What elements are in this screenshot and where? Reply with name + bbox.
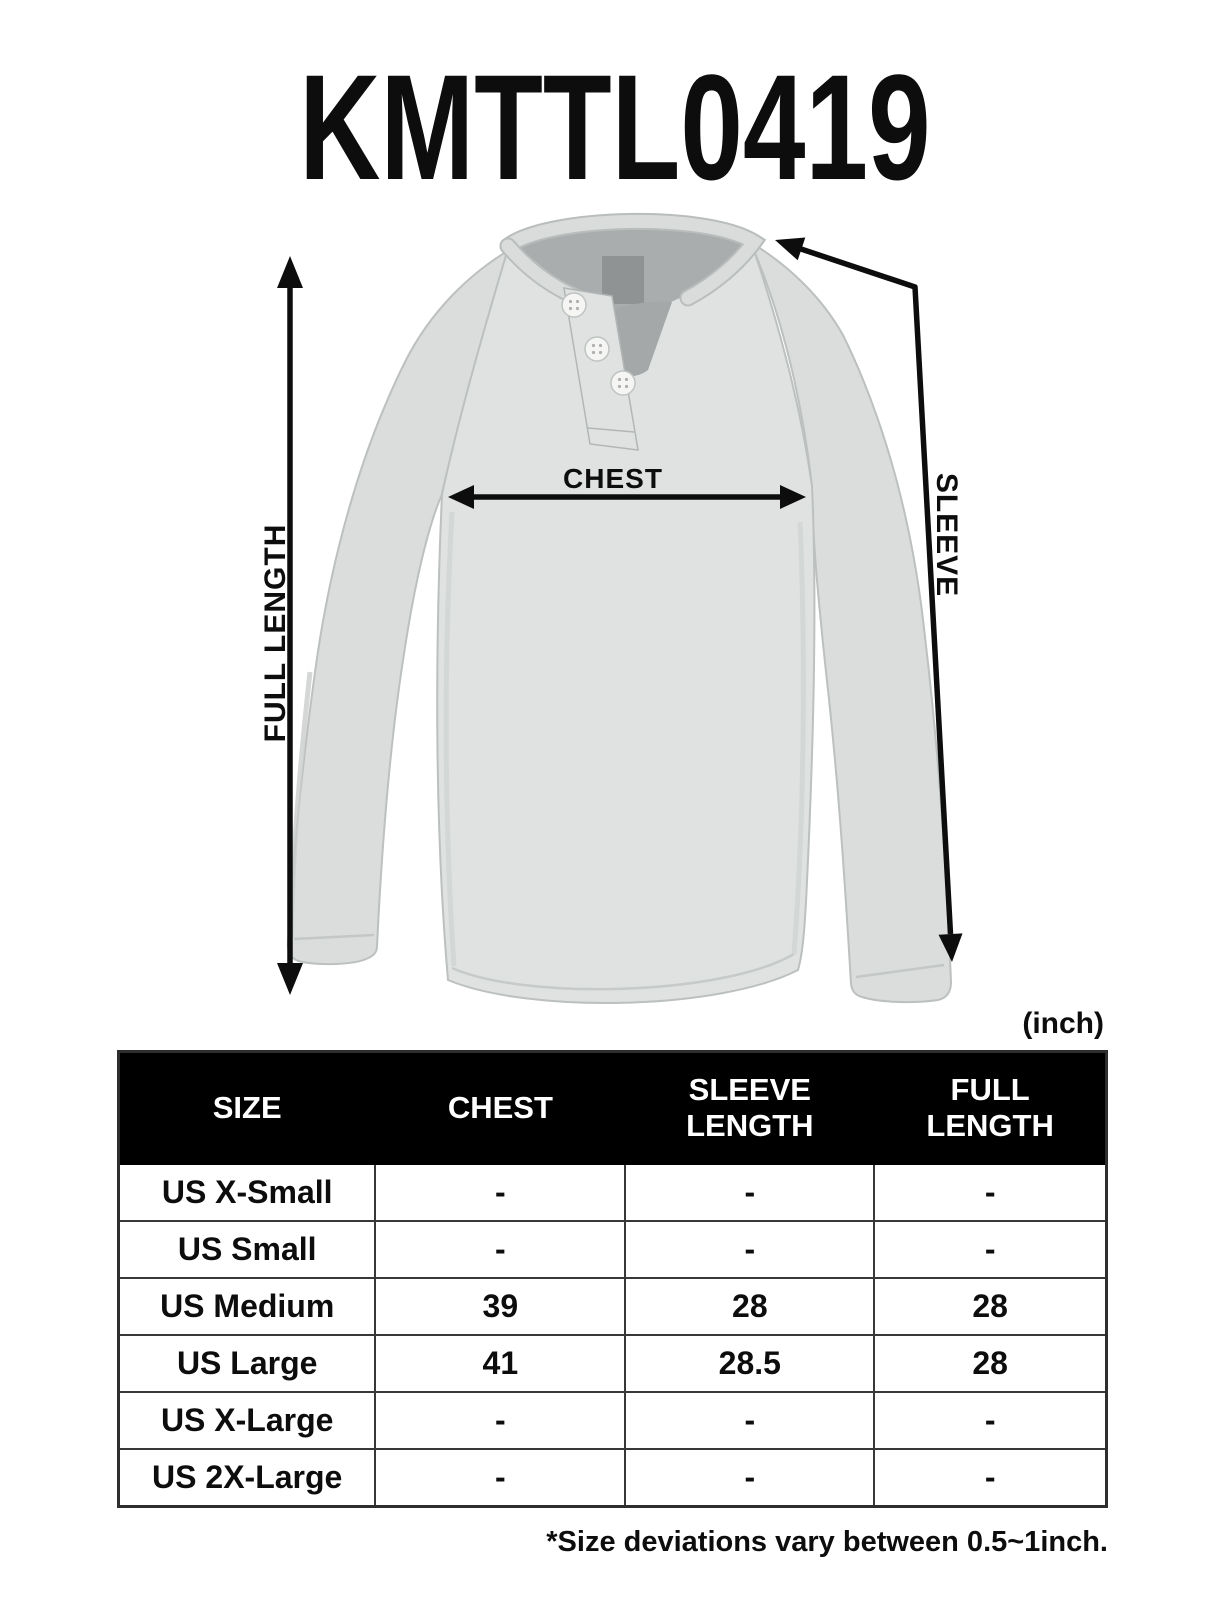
cell-size: US X-Small: [119, 1164, 376, 1221]
cell-sleeve-length: 28.5: [625, 1335, 874, 1392]
cell-full-length: -: [874, 1221, 1106, 1278]
cell-size: US 2X-Large: [119, 1449, 376, 1507]
col-header-full-length: FULL LENGTH: [874, 1052, 1106, 1165]
unit-label: (inch): [1022, 1007, 1104, 1040]
cell-sleeve-length: -: [625, 1221, 874, 1278]
col-header-size: SIZE: [119, 1052, 376, 1165]
shirt-diagram: [0, 202, 1230, 1022]
size-row-2xlarge: [119, 1449, 1107, 1507]
size-table: [117, 1050, 1108, 1508]
cell-full-length: -: [874, 1449, 1106, 1507]
col-header-sleeve-length: SLEEVE LENGTH: [625, 1052, 874, 1165]
button-2: [585, 337, 609, 361]
product-code: KMTTL0419: [299, 43, 931, 211]
size-table-header-row: [119, 1052, 1107, 1165]
cell-sleeve-length: -: [625, 1392, 874, 1449]
cell-full-length: -: [874, 1164, 1106, 1221]
cell-full-length: 28: [874, 1278, 1106, 1335]
size-row-small: [119, 1221, 1107, 1278]
footnote: *Size deviations vary between 0.5~1inch.: [546, 1526, 1108, 1558]
page-title: [0, 0, 1230, 211]
col-header-chest: CHEST: [375, 1052, 625, 1165]
size-row-xlarge: [119, 1392, 1107, 1449]
cell-chest: 41: [375, 1335, 625, 1392]
shirt-graphic: [288, 221, 951, 1003]
cell-chest: -: [375, 1449, 625, 1507]
full-length-label: FULL LENGTH: [259, 523, 292, 743]
cell-chest: 39: [375, 1278, 625, 1335]
measurement-figure: [0, 202, 1230, 1022]
cell-size: US Small: [119, 1221, 376, 1278]
cell-chest: -: [375, 1221, 625, 1278]
button-1: [562, 293, 586, 317]
cell-full-length: -: [874, 1392, 1106, 1449]
chest-label: CHEST: [563, 463, 663, 494]
size-row-xsmall: [119, 1164, 1107, 1221]
cell-chest: -: [375, 1164, 625, 1221]
button-3: [611, 371, 635, 395]
cell-sleeve-length: -: [625, 1164, 874, 1221]
cell-size: US Medium: [119, 1278, 376, 1335]
cell-chest: -: [375, 1392, 625, 1449]
sleeve-label: SLEEVE: [930, 472, 963, 598]
cell-size: US X-Large: [119, 1392, 376, 1449]
cell-sleeve-length: -: [625, 1449, 874, 1507]
cell-full-length: 28: [874, 1335, 1106, 1392]
size-row-large: [119, 1335, 1107, 1392]
cell-size: US Large: [119, 1335, 376, 1392]
size-row-medium: [119, 1278, 1107, 1335]
cell-sleeve-length: 28: [625, 1278, 874, 1335]
